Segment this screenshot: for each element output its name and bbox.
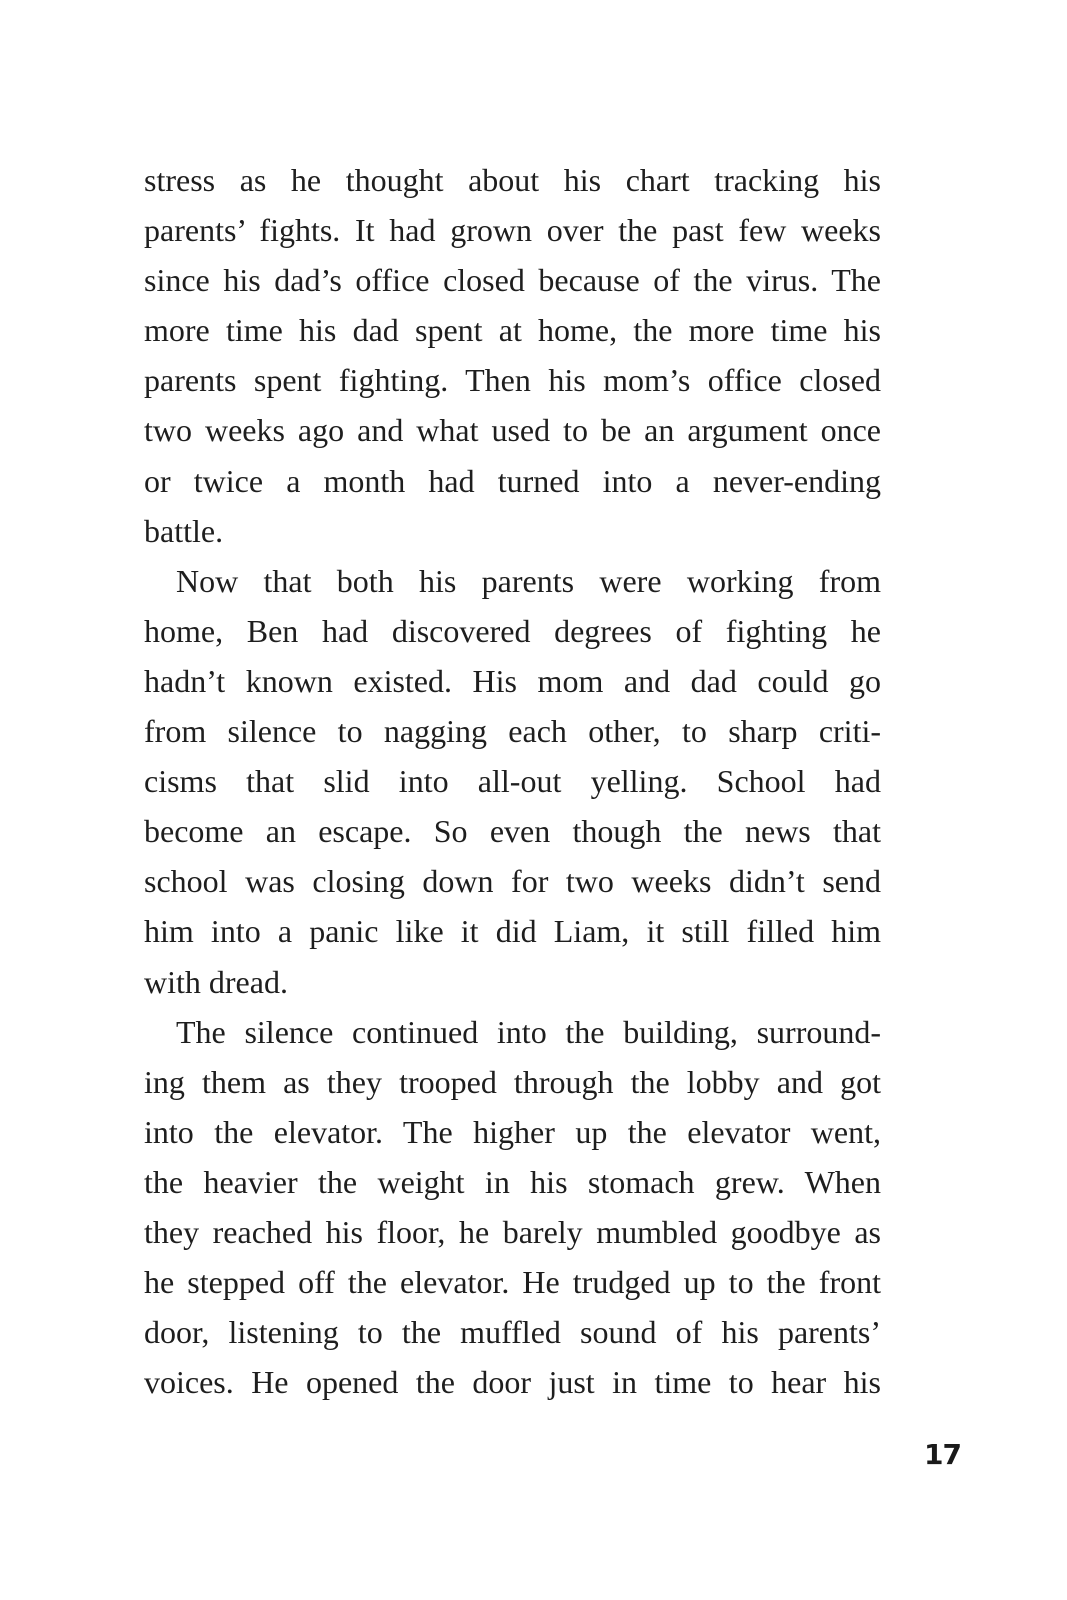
body-text bbox=[144, 156, 881, 1408]
text-line: him into a panic like it did Liam, it still filled him bbox=[144, 913, 881, 950]
text-line: with dread. bbox=[144, 963, 288, 1000]
text-line: ing them as they trooped through the lobby and got bbox=[144, 1063, 881, 1100]
text-line: parents’ fights. It had grown over the past few weeks bbox=[144, 212, 881, 249]
text-line: or twice a month had turned into a never-ending bbox=[144, 462, 881, 499]
text-line: from silence to nagging each other, to sharp criti- bbox=[144, 713, 881, 750]
text-line: The silence continued into the building, surround- bbox=[176, 1013, 881, 1050]
text-line: since his dad’s office closed because of the virus. The bbox=[144, 262, 881, 299]
text-line: door, listening to the muffled sound of his parents’ bbox=[144, 1314, 881, 1351]
text-line: home, Ben had discovered degrees of fighting he bbox=[144, 612, 881, 649]
text-line: Now that both his parents were working from bbox=[176, 562, 881, 599]
text-line: cisms that slid into all-out yelling. School had bbox=[144, 763, 881, 800]
text-line: voices. He opened the door just in time to hear his bbox=[144, 1364, 881, 1401]
text-line: battle. bbox=[144, 512, 224, 549]
text-line: he stepped off the elevator. He trudged up to the front bbox=[144, 1264, 881, 1301]
text-line: become an escape. So even though the news that bbox=[144, 813, 881, 850]
text-line: school was closing down for two weeks didn’t send bbox=[144, 863, 881, 900]
text-line: the heavier the weight in his stomach grew. When bbox=[144, 1163, 881, 1200]
text-line: two weeks ago and what used to be an argument once bbox=[144, 412, 881, 449]
text-line: stress as he thought about his chart tracking his bbox=[144, 162, 881, 198]
text-line: parents spent fighting. Then his mom’s office closed bbox=[144, 362, 881, 399]
text-line: more time his dad spent at home, the more time his bbox=[144, 312, 881, 349]
text-line: they reached his floor, he barely mumbled goodbye as bbox=[144, 1213, 881, 1250]
text-line: into the elevator. The higher up the elevator went, bbox=[144, 1113, 881, 1150]
page-number: 17 bbox=[924, 1438, 961, 1471]
text-line: hadn’t known existed. His mom and dad could go bbox=[144, 662, 881, 699]
